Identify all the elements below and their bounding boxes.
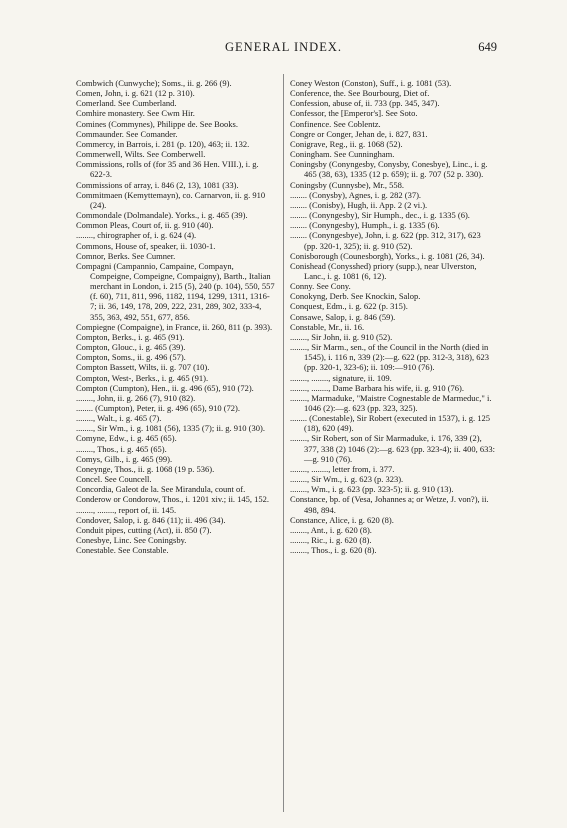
index-entry: ........, ........, signature, ii. 109. [290,372,392,383]
index-entry: ........ (Conyngesby), Sir Humph., dec., i. g. 1335 (6). [290,210,470,221]
index-entry: Compton, West-, Berks., i. g. 465 (91). [76,372,209,383]
index-entry: ........, Sir Wm., i. g. 623 (p. 323). [290,474,404,485]
index-entry: Combwich (Cunwyche); Soms., ii. g. 266 (9). [76,78,232,88]
index-entry: Conduit pipes, cutting (Act), ii. 850 (7). [76,524,212,535]
index-entry: ........, Sir Robert, son of Sir Marmaduke, i. 176, 339 (2), 377, 338 (2) 1046 (2):—g. 623 (pp. 323-4); ii. 400, 633:—g. 910 (76). [290,433,495,464]
index-entry: ........, Marmaduke, "Maistre Cognestable de Marmeduc," i. 1046 (2):—g. 623 (pp. 323, 325). [290,392,492,413]
index-entry: Commissions of array, i. 846 (2, 13), 1081 (33). [76,179,239,190]
index-entry: Commons, House of, speaker, ii. 1030-1. [76,240,216,251]
index-entry: Concel. See Councell. [76,474,152,485]
index-entry: Coneynge, Thos., ii. g. 1068 (19 p. 536). [76,463,215,474]
index-entry: ........, Sir Wm., i. g. 1081 (56), 1335 (7); ii. g. 910 (30). [76,423,265,434]
page-header [0,40,567,56]
index-entry: ........, Sir John, ii. g. 910 (52). [290,331,393,342]
index-entry: Commondale (Dolmandale). Yorks., i. g. 465 (39). [76,210,248,221]
index-entry: Conny. See Cony. [290,281,351,292]
index-entry: ........ (Conisby), Hugh, ii. App. 2 (2 vi.). [290,199,428,210]
index-entry: Concordia, Galeot de la. See Mirandula, count of. [76,484,246,495]
index-entry: Conisborough (Counesborgh), Yorks., i. g. 1081 (26, 34). [290,250,485,261]
index-entry: ........ (Conyngesby), Humph., i. g. 1335 (6). [290,220,440,231]
index-entry: ........ (Conestable), Sir Robert (executed in 1537), i. g. 125 (18), 620 (49). [290,413,490,434]
index-entry: Compagni (Campannio, Campaine, Compayn, Compeigne, Compeigne, Compaigny), Barth., Italian merchant in London, i. 215 (5), 240 (p. 104), 550, 557 (f. 60), 711, 811, 996, 1182, 1194, 1299, 1311, 1316-7; ii. 36, 149, 178, 209, 222, 231, 289, 302, 333-4, 355, 363, 492, 551, 677, 856. [76,260,275,322]
index-entry: Constance, Alice, i. g. 620 (8). [290,514,394,525]
index-entry: Coningsby (Cunnysbe), Mr., 558. [290,179,405,190]
index-entry: Comnor, Berks. See Cumner. [76,250,176,261]
index-entry: Constance, bp. of (Vesa, Johannes a; or Wetze, J. von?), ii. 498, 894. [290,494,489,515]
index-entry: Commercy, in Barrois, i. 281 (p. 120), 463; ii. 132. [76,138,250,149]
index-entry: Conestable. See Constable. [76,545,169,556]
index-entry: Compton, Soms., ii. g. 496 (57). [76,352,186,363]
index-entry: ........ (Cumpton), Peter, ii. g. 496 (65), 910 (72). [76,403,240,413]
index-entry: Compton, Berks., i. g. 465 (91). [76,331,185,342]
index-entry: Comerland. See Cumberland. [76,98,177,109]
index-entry: Compton, Glouc., i. g. 465 (39). [76,342,186,353]
index-entry: Conquest, Edm., i. g. 622 (p. 315). [290,301,408,312]
index-entry: ........, Wm., i. g. 623 (pp. 323-5); ii. g. 910 (13). [290,484,454,495]
index-entry: Conderow or Condorow, Thos., i. 1201 xiv.; ii. 145, 152. [76,494,270,505]
index-entry: Commerwell, Wilts. See Comberwell. [76,149,206,160]
index-entry: Common Pleas, Court of, ii. g. 910 (40). [76,220,214,231]
index-entry: Coney Weston (Conston), Suff., i. g. 1081 (53). [290,78,452,88]
index-entry: Conesbye, Linc. See Coningsby. [76,535,187,546]
index-entry: ........, Walt., i. g. 465 (7). [76,413,162,424]
index-entry: ........, Thos., i. g. 620 (8). [290,545,377,556]
page-number: 649 [478,40,497,54]
index-entry: ........, Ric., i. g. 620 (8). [290,535,372,546]
index-entry: ........ (Conysby), Agnes, i. g. 282 (37). [290,189,422,200]
index-entry: Conishead (Conysshed) priory (supp.), near Ulverston, Lanc., i. g. 1081 (6, 12). [290,260,477,281]
index-entry: Comys, Gilb., i. g. 465 (99). [76,453,173,464]
index-entry: Commissions, rolls of (for 35 and 36 Hen. VIII.), i. g. 622-3. [76,159,259,180]
index-entry: ........, John, ii. g. 266 (7), 910 (82). [76,392,196,403]
index-entry: Coningham. See Cunningham. [290,149,395,160]
index-entry: Confession, abuse of, ii. 733 (pp. 345, 347). [290,98,440,109]
index-entry: Comyne, Edw., i. g. 465 (65). [76,433,177,444]
column-divider [283,74,284,812]
index-entry: ........, Ant., i. g. 620 (8). [290,524,372,535]
running-title: GENERAL INDEX. [225,40,342,54]
index-entry: ........, ........, report of, ii. 145. [76,504,177,515]
index-entry: Consawe, Salop, i. g. 846 (59). [290,311,396,322]
left-index-column [76,78,276,555]
index-entry: Compton (Cumpton), Hen., ii. g. 496 (65), 910 (72). [76,382,254,393]
index-entry: ........, chirographer of, i. g. 624 (4). [76,230,197,241]
index-entry: ........, ........, Dame Barbara his wife, ii. g. 910 (76). [290,382,464,393]
index-entry: Confinence. See Coblentz. [290,118,381,129]
index-entry: Coningsby (Conyngesby, Conysby, Conesbye), Linc., i. g. 465 (38, 63), 1335 (12 p. 659); ii. g. 707 (52 p. 330). [290,159,488,180]
index-entry: Comines (Commynes), Philippe de. See Books. [76,118,238,129]
index-entry: Congre or Conger, Jehan de, i. 827, 831. [290,128,428,139]
index-entry: Compiegne (Compaigne), in France, ii. 260, 811 (p. 393). [76,321,273,332]
index-entry: Commitmaen (Kemyttemayn), co. Carnarvon, ii. g. 910 (24). [76,189,266,210]
index-entry: Constable, Mr., ii. 16. [290,321,365,332]
index-entry: ........, Sir Marm., sen., of the Council in the North (died in 1545), i. 116 n, 339 (2):—g. 622 (pp. 312-3, 318), 623 (pp. 320-1, 323-6); ii. 109:—910 (76). [290,342,490,373]
index-entry: ........ (Conyngesbye), John, i. g. 622 (pp. 312, 317), 623 (pp. 320-1, 325); ii. g. 910 (52). [290,230,481,251]
right-index-column [290,78,496,555]
index-entry: Commaunder. See Comander. [76,128,178,139]
index-entry: Conigrave, Reg., ii. g. 1068 (52). [290,138,403,149]
index-entry: Condover, Salop, i. g. 846 (11); ii. 496 (34). [76,514,226,525]
index-entry: ........, Thos., i. g. 465 (65). [76,443,167,454]
index-entry: Conokyng, Derb. See Knockin, Salop. [290,291,421,302]
index-entry: Conference, the. See Bourbourg, Diet of. [290,88,430,99]
index-entry: Comhire monastery. See Cwm Hir. [76,108,195,119]
index-entry: ........, ........, letter from, i. 377. [290,463,395,474]
index-entry: Compton Bassett, Wilts, ii. g. 707 (10). [76,362,210,373]
index-entry: Comen, John, i. g. 621 (12 p. 310). [76,88,195,99]
index-entry: Confessor, the [Emperor's]. See Soto. [290,108,418,119]
